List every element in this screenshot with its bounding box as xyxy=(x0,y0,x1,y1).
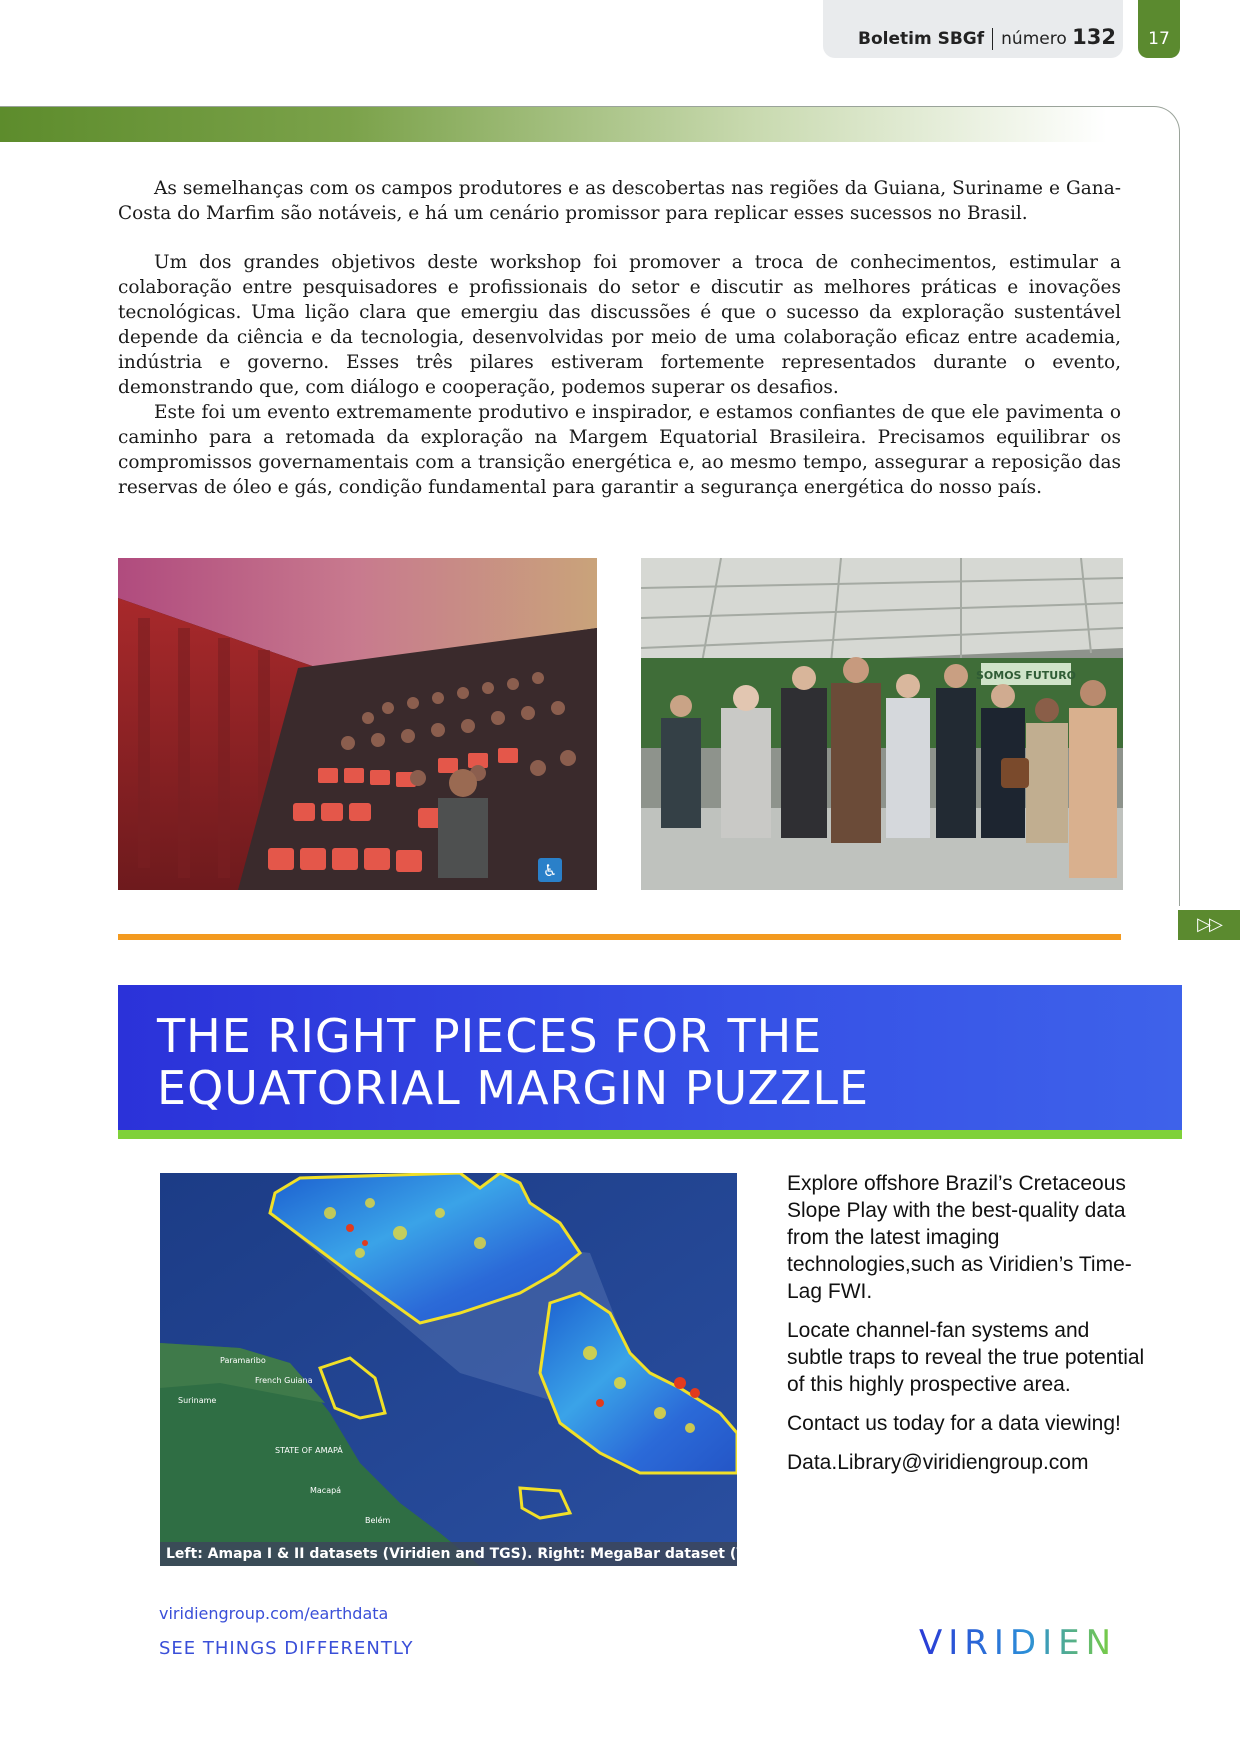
publication-title xyxy=(858,22,1116,52)
logo-wordmark: VIRIDIEN xyxy=(918,1624,1118,1660)
map-label-suriname: Suriname xyxy=(178,1396,217,1405)
paragraph-text: Este foi um evento extremamente produtivo e inspirador, e estamos confiantes de que ele pavimenta o caminho para a retomada da exploração na Margem Equatorial Brasileira. Precisamos equilibrar os compromissos governamentais com a transição energética e, ao mesmo tempo, assegurar a reposição das reservas de óleo e gás, condição fundamental para garantir a segurança energética do nosso país. xyxy=(118,402,1121,498)
next-page-button[interactable]: ▷▷ xyxy=(1178,910,1240,940)
ad-tagline: SEE THINGS DIFFERENTLY xyxy=(159,1638,414,1659)
map-label-belem: Belém xyxy=(365,1516,391,1525)
ad-copy xyxy=(787,1170,1147,1488)
ad-copy-paragraph-3: Contact us today for a data viewing! xyxy=(787,1412,1121,1435)
auditorium-illustration xyxy=(118,558,597,890)
paragraph-text: As semelhanças com os campos produtores e as descobertas nas regiões da Guiana, Suriname e Gana-Costa do Marfim são notáveis, e há um cenário promissor para replicar esses sucessos no Brasil. xyxy=(118,178,1121,224)
article-paragraph-2 xyxy=(118,250,1121,400)
header-divider xyxy=(992,28,993,50)
issue-number: 132 xyxy=(1072,25,1116,49)
paragraph-text: Um dos grandes objetivos deste workshop foi promover a troca de conhecimentos, estimular a colaboração entre pesquisadores e profissionais do setor e discutir as melhores práticas e inovações tecnológicas. Uma lição clara que emergiu das discussões é que o sucesso da exploração sustentável depende da ciência e da tecnologia, desenvolvidas por meio de uma colaboração eficaz entre academia, indústria e governo. Esses três pilares estiveram fortemente representados durante o evento, demonstrando que, com diálogo e cooperação, podemos superar os desafios. xyxy=(118,252,1121,398)
issue-label: número xyxy=(1001,29,1067,49)
networking-illustration xyxy=(641,558,1123,890)
ad-copy-paragraph-1: Explore offshore Brazil’s Cretaceous Slope Play with the best-quality data from the latest imaging technologies,such as Viridien’s Time-Lag FWI. xyxy=(787,1172,1132,1303)
ad-website-link[interactable]: viridiengroup.com/earthdata xyxy=(159,1604,389,1623)
event-sign: SOMOS FUTURO xyxy=(975,669,1077,682)
auditorium-photo xyxy=(118,558,597,890)
viridien-logo-mark xyxy=(893,1624,1143,1660)
ad-accent-stripe xyxy=(118,1130,1182,1139)
map-label-macapa: Macapá xyxy=(310,1486,342,1495)
ad-copy-paragraph-2: Locate channel-fan systems and subtle traps to reveal the true potential of this highly prospective area. xyxy=(787,1319,1145,1396)
article-paragraph-1 xyxy=(118,176,1121,226)
seismic-map xyxy=(160,1173,737,1566)
section-divider xyxy=(118,934,1121,940)
publication-name: Boletim SBGf xyxy=(858,29,985,49)
map-label-french-guiana: French Guiana xyxy=(255,1376,313,1385)
page-number: 17 xyxy=(1138,0,1180,58)
svg-text:♿: ♿ xyxy=(542,861,558,880)
map-label-amapa: STATE OF AMAPÁ xyxy=(275,1446,343,1455)
ad-contact-email[interactable]: Data.Library@viridiengroup.com xyxy=(787,1451,1089,1474)
ad-headline-line2: EQUATORIAL MARGIN PUZZLE xyxy=(157,1061,870,1115)
networking-photo xyxy=(641,558,1123,890)
section-gradient-bar xyxy=(0,106,1165,142)
seismic-map-illustration xyxy=(160,1173,737,1566)
ad-headline xyxy=(157,1010,1107,1114)
ad-headline-line1: THE RIGHT PIECES FOR THE xyxy=(157,1009,823,1063)
map-caption: Left: Amapa I & II datasets (Viridien and TGS). Right: MegaBar dataset (Viridien). xyxy=(160,1542,737,1566)
viridien-logo xyxy=(893,1624,1143,1660)
map-label-paramaribo: Paramaribo xyxy=(220,1356,266,1365)
article-paragraph-3 xyxy=(118,400,1121,500)
